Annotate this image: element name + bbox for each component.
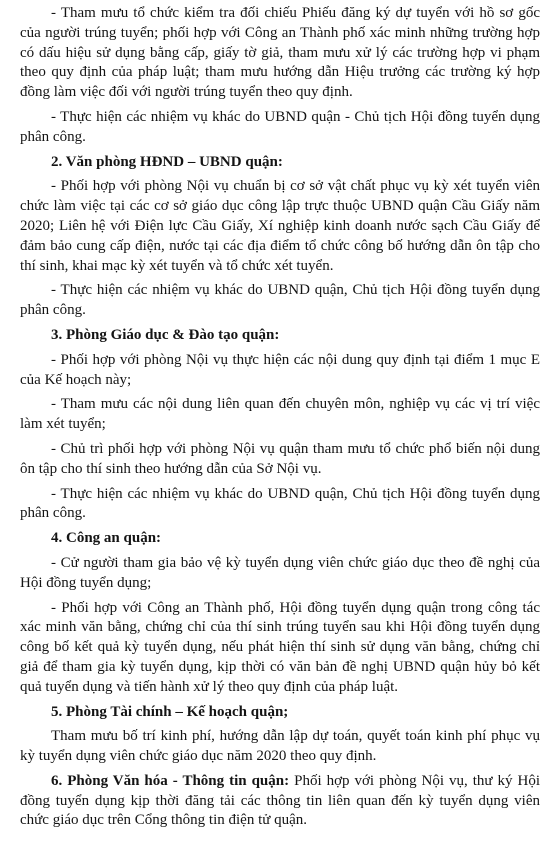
paragraph: - Tham mưu tổ chức kiểm tra đối chiếu Phiếu đăng ký dự tuyển với hồ sơ gốc của người trúng tuyển; phối hợp với Công an Thành phố xác minh những trường hợp có dấu hiệu sử dụng bằng cấp, giấy tờ giả, tham mưu xử lý các trường hợp vi phạm theo quy định của pháp luật; tham mưu hướng dẫn Hiệu trưởng các trường ký hợp đồng làm việc đối với người trúng tuyển theo quy định. (20, 5, 540, 101)
section-heading: 2. Văn phòng HĐND – UBND quận: (51, 153, 283, 170)
paragraph (20, 772, 540, 831)
paragraph: - Thực hiện các nhiệm vụ khác do UBND quận, Chủ tịch Hội đồng tuyển dụng phân công. (20, 485, 540, 522)
section-heading: 5. Phòng Tài chính – Kế hoạch quận; (51, 703, 289, 720)
paragraph: - Phối hợp với phòng Nội vụ chuẩn bị cơ sở vật chất phục vụ kỳ xét tuyển viên chức làm việc tại các cơ sở giáo dục công lập trực thuộc UBND quận Cầu Giấy năm 2020; Liên hệ với Điện lực Cầu Giấy, Xí nghiệp kinh doanh nước sạch Cầu Giấy để đảm bảo cung cấp điện, nước tại các địa điểm tổ chức công bố hướng dẫn ôn tập cho thí sinh, khai mạc kỳ xét tuyển và tổ chức xét tuyển. (20, 178, 540, 274)
paragraph: - Phối hợp với Công an Thành phố, Hội đồng tuyển dụng quận trong công tác xác minh văn bằng, chứng chỉ của thí sinh trúng tuyển sau khi Hội đồng tuyển dụng công bố kết quả kỳ tuyển dụng, nếu phát hiện thí sinh sử dụng văn bằng, chứng chỉ giả để tham gia kỳ tuyển dụng, kịp thời có văn bản đề nghị UBND quận hủy bỏ kết quả tuyển dụng và tiến hành xử lý theo quy định của pháp luật. (20, 599, 540, 695)
paragraph: - Thực hiện các nhiệm vụ khác do UBND quận, Chủ tịch Hội đồng tuyển dụng phân công. (20, 282, 540, 319)
section-heading: 3. Phòng Giáo dục & Đào tạo quận: (51, 326, 280, 343)
document-body (20, 4, 540, 831)
paragraph: - Cử người tham gia bảo vệ kỳ tuyển dụng viên chức giáo dục theo đề nghị của Hội đồng tuyển dụng; (20, 554, 540, 591)
paragraph: - Thực hiện các nhiệm vụ khác do UBND quận - Chủ tịch Hội đồng tuyển dụng phân công. (20, 108, 540, 145)
section-heading: 4. Công an quận: (51, 530, 162, 547)
paragraph-text: Phối hợp với phòng Nội vụ, thư ký Hội đồng tuyển dụng kịp thời đăng tải các thông tin liên quan đến kỳ tuyển dụng viên chức giáo dục trên Cổng thông tin điện tử quận. (20, 772, 540, 829)
paragraph: - Chủ trì phối hợp với phòng Nội vụ quận tham mưu tổ chức phổ biến nội dung ôn tập cho thí sinh theo hướng dẫn của Sở Nội vụ. (20, 440, 540, 477)
paragraph: Tham mưu bố trí kinh phí, hướng dẫn lập dự toán, quyết toán kinh phí phục vụ kỳ tuyển dụng viên chức giáo dục năm 2020 theo quy định. (20, 728, 540, 765)
paragraph: - Phối hợp với phòng Nội vụ thực hiện các nội dung quy định tại điểm 1 mục E của Kế hoạch này; (20, 351, 540, 388)
paragraph: - Tham mưu các nội dung liên quan đến chuyên môn, nghiệp vụ các vị trí việc làm xét tuyển; (20, 396, 540, 433)
section-heading-inline: 6. Phòng Văn hóa - Thông tin quận: (51, 772, 290, 789)
